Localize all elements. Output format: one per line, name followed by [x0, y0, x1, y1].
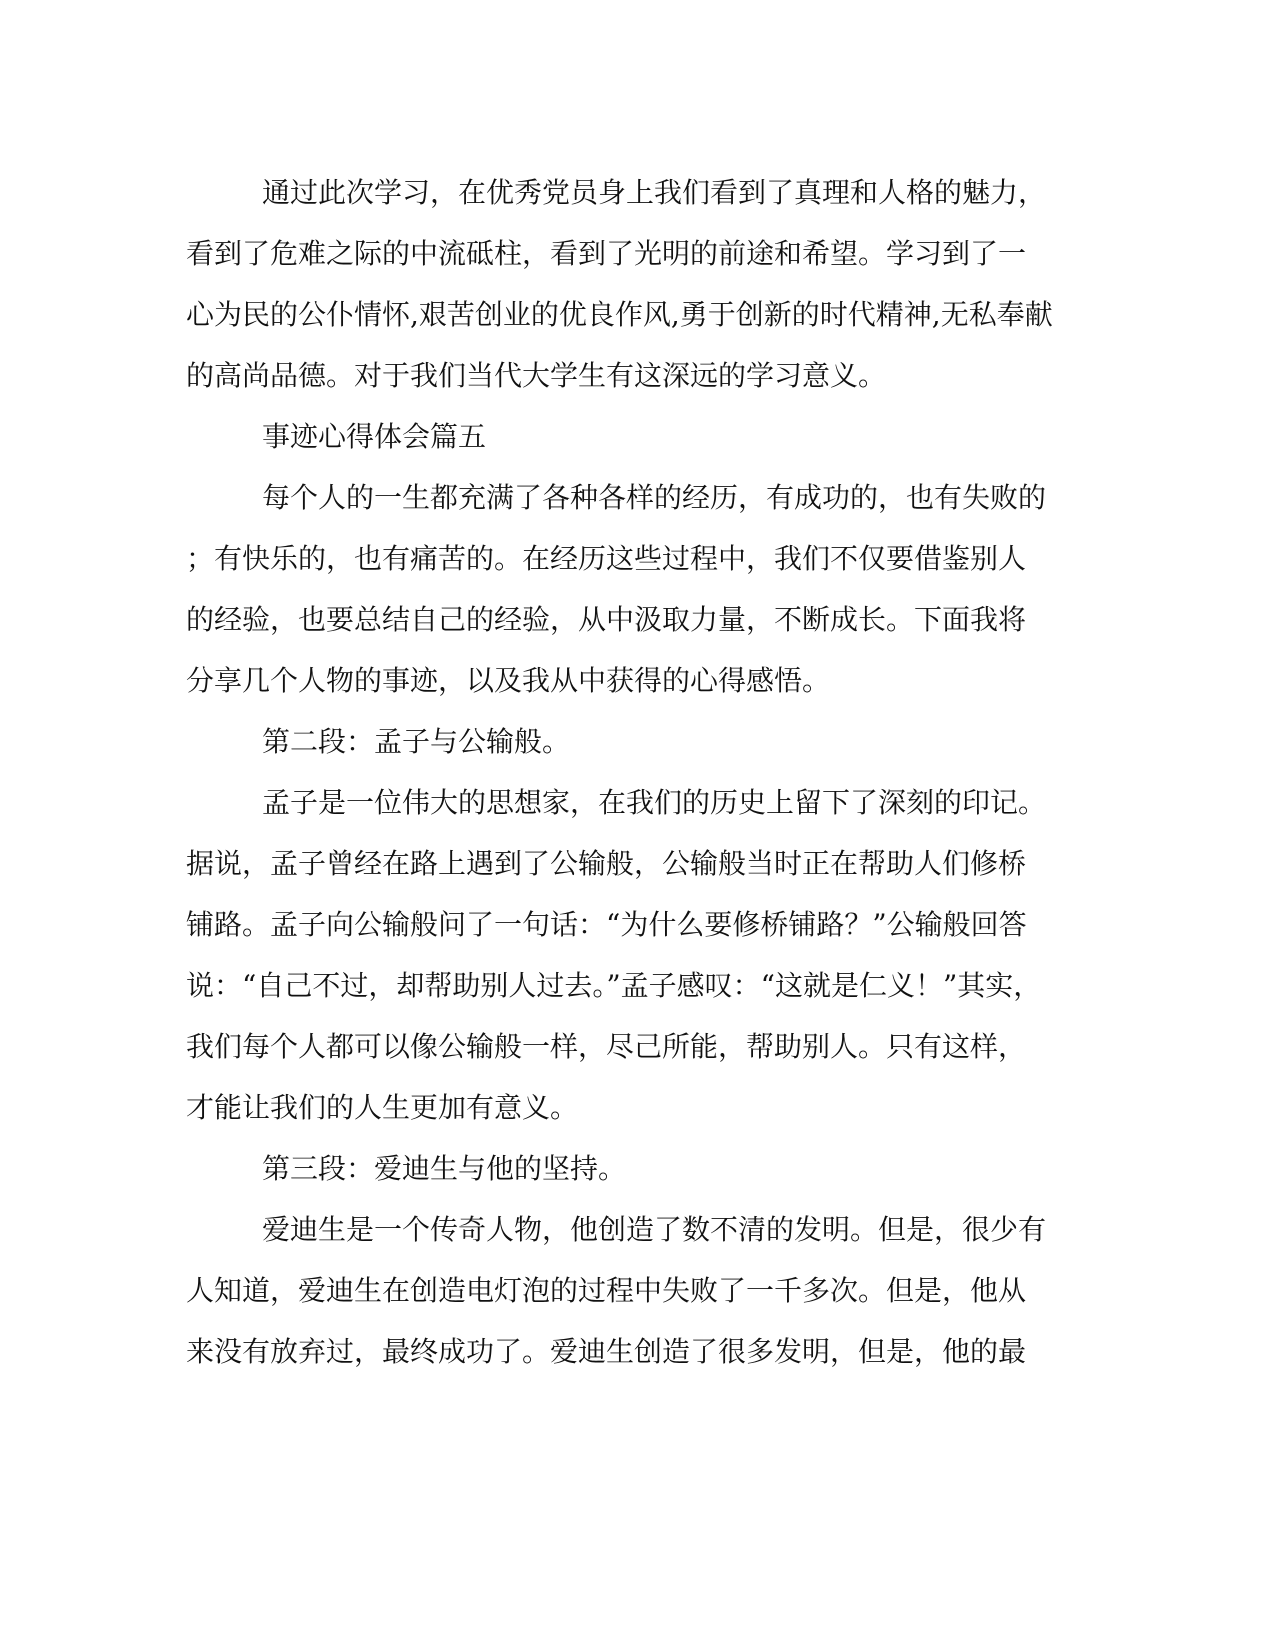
paragraph-line: 的高尚品德。对于我们当代大学生有这深远的学习意义。 [186, 359, 887, 392]
paragraph-line: 孟子是一位伟大的思想家，在我们的历史上留下了深刻的印记。 [262, 786, 1047, 819]
paragraph-line: 人知道，爱迪生在创造电灯泡的过程中失败了一千多次。但是，他从 [186, 1274, 1027, 1307]
section-heading: 第三段：爱迪生与他的坚持。 [262, 1152, 627, 1185]
paragraph-line: 说：“自己不过，却帮助别人过去。”孟子感叹：“这就是仁义！”其实， [186, 969, 1042, 1002]
paragraph-line: 我们每个人都可以像公输般一样，尽己所能，帮助别人。只有这样， [186, 1030, 1027, 1063]
section-heading: 事迹心得体会篇五 [262, 420, 487, 453]
paragraph-line: 才能让我们的人生更加有意义。 [186, 1091, 579, 1124]
paragraph-line: 的经验，也要总结自己的经验，从中汲取力量，不断成长。下面我将 [186, 603, 1027, 636]
section-heading: 第二段：孟子与公输般。 [262, 725, 571, 758]
paragraph-line: 分享几个人物的事迹，以及我从中获得的心得感悟。 [186, 664, 831, 697]
paragraph-line: 通过此次学习，在优秀党员身上我们看到了真理和人格的魅力， [262, 176, 1047, 209]
paragraph-line: ；有快乐的，也有痛苦的。在经历这些过程中，我们不仅要借鉴别人 [186, 542, 1027, 575]
paragraph-line: 心为民的公仆情怀,艰苦创业的优良作风,勇于创新的时代精神,无私奉献 [186, 298, 1053, 331]
paragraph-line: 看到了危难之际的中流砥柱，看到了光明的前途和希望。学习到了一 [186, 237, 1027, 270]
document-body [186, 162, 1066, 1382]
paragraph-line: 爱迪生是一个传奇人物，他创造了数不清的发明。但是，很少有 [262, 1213, 1047, 1246]
paragraph-line: 来没有放弃过，最终成功了。爱迪生创造了很多发明，但是，他的最 [186, 1335, 1027, 1368]
paragraph-line: 铺路。孟子向公输般问了一句话：“为什么要修桥铺路？”公输般回答 [186, 908, 1027, 941]
paragraph-line: 每个人的一生都充满了各种各样的经历，有成功的，也有失败的 [262, 481, 1047, 514]
paragraph-line: 据说，孟子曾经在路上遇到了公输般，公输般当时正在帮助人们修桥 [186, 847, 1027, 880]
